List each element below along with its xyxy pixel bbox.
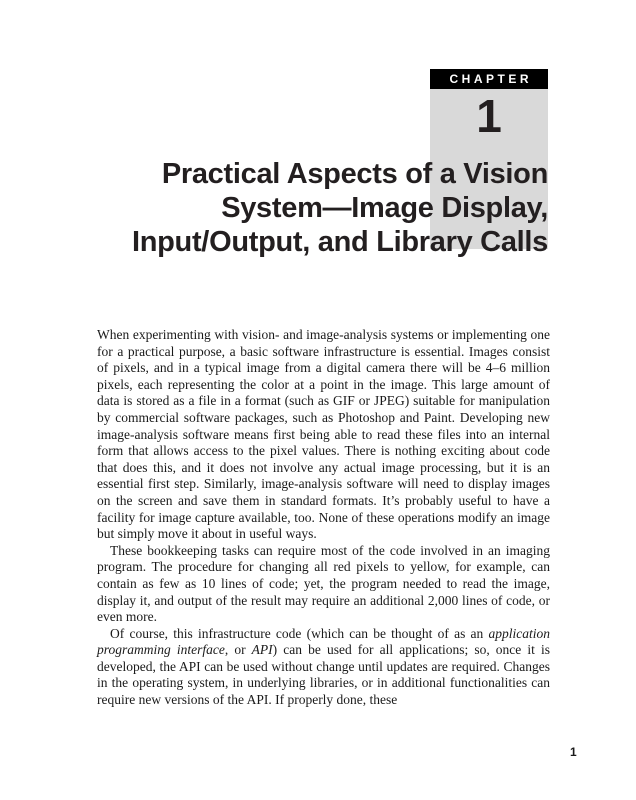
- chapter-title-line-1: Practical Aspects of a Vision: [161, 158, 548, 190]
- paragraph: [97, 626, 550, 709]
- chapter-number: 1: [476, 90, 502, 142]
- text-run: These bookkeeping tasks can require most of the code involved in an imaging program. The procedure for changing all red pixels to yellow, for example, can contain as few as 10 lines of code; yet, the program needed to read the image, display it, and output of the result may require an additional 2,000 lines of code, or even more.: [97, 542, 550, 625]
- paragraph: [97, 543, 550, 626]
- chapter-title-line-2: System—Image Display,: [221, 192, 548, 224]
- page-number: 1: [570, 745, 577, 759]
- chapter-label: CHAPTER: [430, 69, 548, 89]
- text-run: ) can be used for all applications; so, once it is developed, the API can be used without change until updates are required. Changes in the operating system, in underlying libraries, or in additional functionalities can require new versions of the API. If properly done, these: [97, 642, 550, 708]
- italic-text-run: API: [251, 642, 273, 658]
- text-run: , or: [224, 642, 252, 658]
- italic-text-run: application programming interface: [97, 625, 550, 658]
- text-run: Of course, this infrastructure code (which can be thought of as an: [110, 625, 489, 641]
- chapter-title-line-3: Input/Output, and Library Calls: [131, 226, 548, 258]
- text-run: When experimenting with vision- and image-analysis systems or implementing one for a practical purpose, a basic software infrastructure is essential. Images consist of pixels, and in a typical image from a digital camera there will be 4–6 million pixels, each representing the color at a point in the image. This large amount of data is stored as a file in a format (such as GIF or JPEG) suitable for manipulation by commercial software packages, such as Photoshop and Paint. Developing new image-analysis software means first being able to read these files into an internal form that allows access to the pixel values. There is nothing exciting about code that does this, and it does not involve any actual image processing, but it is an essential first step. Similarly, image-analysis software will need to display images on the screen and save them in standard formats. It’s probably useful to have a facility for image capture available, too. None of these operations modify an image but simply move it about in useful ways.: [97, 327, 550, 542]
- paragraph: [97, 327, 550, 543]
- body-paragraphs: [97, 327, 550, 709]
- chapter-title: [40, 157, 548, 259]
